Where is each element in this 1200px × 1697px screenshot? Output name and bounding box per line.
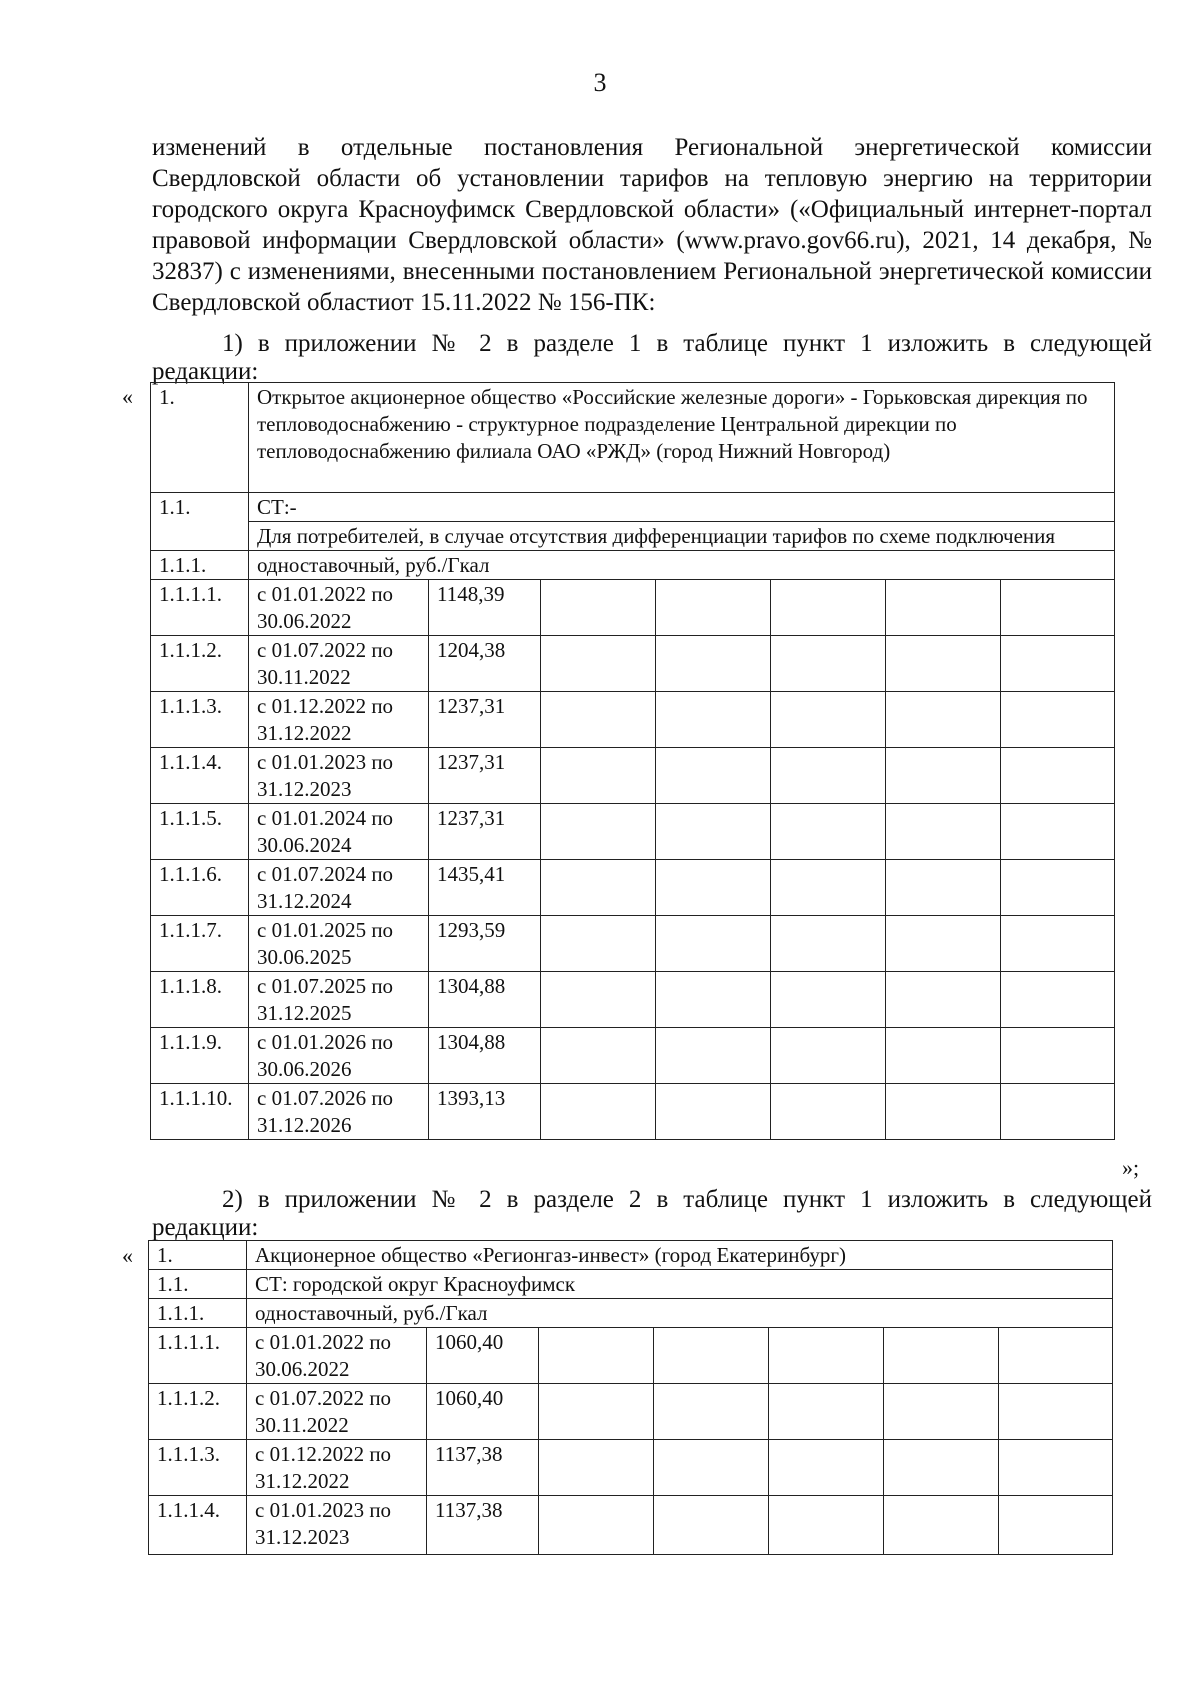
tariff-row — [151, 916, 1115, 972]
empty-cell — [539, 1440, 654, 1496]
empty-cell — [541, 1084, 656, 1140]
empty-cell — [999, 1384, 1113, 1440]
tariff-row — [151, 636, 1115, 692]
org-number: 1. — [151, 383, 249, 493]
empty-cell — [656, 1028, 771, 1084]
org-name: Акционерное общество «Регионгаз-инвест» (город Екатеринбург) — [247, 1241, 1113, 1270]
empty-cell — [541, 748, 656, 804]
rate-number: 1.1.1. — [151, 551, 249, 580]
row-period: с 01.01.2022 по 30.06.2022 — [249, 580, 429, 636]
row-number: 1.1.1.1. — [151, 580, 249, 636]
rate-row — [149, 1299, 1113, 1328]
empty-cell — [1001, 692, 1115, 748]
empty-cell — [884, 1440, 999, 1496]
empty-cell — [886, 748, 1001, 804]
tariff-table-1 — [150, 382, 1115, 1140]
row-number: 1.1.1.5. — [151, 804, 249, 860]
empty-cell — [541, 860, 656, 916]
tariff-row — [149, 1328, 1113, 1384]
row-period: с 01.07.2025 по 31.12.2025 — [249, 972, 429, 1028]
tariff-row — [151, 860, 1115, 916]
st-row — [149, 1270, 1113, 1299]
empty-cell — [656, 1084, 771, 1140]
empty-cell — [541, 972, 656, 1028]
empty-cell — [541, 916, 656, 972]
item-1-second-line: редакции: — [152, 358, 259, 385]
empty-cell — [886, 860, 1001, 916]
empty-cell — [1001, 1084, 1115, 1140]
row-period: с 01.01.2026 по 30.06.2026 — [249, 1028, 429, 1084]
tariff-row — [151, 580, 1115, 636]
rate-number: 1.1.1. — [149, 1299, 247, 1328]
row-number: 1.1.1.10. — [151, 1084, 249, 1140]
empty-cell — [886, 972, 1001, 1028]
empty-cell — [771, 1028, 886, 1084]
quote-open-2: « — [122, 1243, 133, 1268]
empty-cell — [771, 860, 886, 916]
empty-cell — [886, 1084, 1001, 1140]
empty-cell — [769, 1384, 884, 1440]
empty-cell — [541, 692, 656, 748]
quote-open-1: « — [122, 384, 133, 409]
empty-cell — [999, 1328, 1113, 1384]
st-row — [151, 493, 1115, 522]
tariff-row — [151, 1084, 1115, 1140]
row-period: с 01.07.2022 по 30.11.2022 — [247, 1384, 427, 1440]
tariff-row — [151, 748, 1115, 804]
empty-cell — [541, 580, 656, 636]
row-period: с 01.07.2022 по 30.11.2022 — [249, 636, 429, 692]
empty-cell — [999, 1440, 1113, 1496]
row-value: 1137,38 — [427, 1440, 539, 1496]
empty-cell — [541, 804, 656, 860]
row-value: 1304,88 — [429, 1028, 541, 1084]
st-label: СТ: городской округ Красноуфимск — [247, 1270, 1113, 1299]
empty-cell — [1001, 1028, 1115, 1084]
empty-cell — [654, 1496, 769, 1555]
empty-cell — [539, 1328, 654, 1384]
tariff-row — [151, 804, 1115, 860]
row-number: 1.1.1.9. — [151, 1028, 249, 1084]
empty-cell — [886, 1028, 1001, 1084]
row-value: 1393,13 — [429, 1084, 541, 1140]
row-number: 1.1.1.3. — [149, 1440, 247, 1496]
row-number: 1.1.1.4. — [149, 1496, 247, 1555]
row-value: 1060,40 — [427, 1384, 539, 1440]
row-number: 1.1.1.8. — [151, 972, 249, 1028]
row-number: 1.1.1.1. — [149, 1328, 247, 1384]
item-2-second-line: редакции: — [152, 1214, 259, 1241]
empty-cell — [771, 580, 886, 636]
row-period: с 01.12.2022 по 31.12.2022 — [249, 692, 429, 748]
row-value: 1237,31 — [429, 748, 541, 804]
empty-cell — [541, 636, 656, 692]
row-number: 1.1.1.2. — [151, 636, 249, 692]
empty-cell — [771, 916, 886, 972]
row-value: 1237,31 — [429, 804, 541, 860]
empty-cell — [1001, 860, 1115, 916]
row-number: 1.1.1.2. — [149, 1384, 247, 1440]
row-number: 1.1.1.6. — [151, 860, 249, 916]
row-value: 1293,59 — [429, 916, 541, 972]
empty-cell — [771, 804, 886, 860]
empty-cell — [884, 1328, 999, 1384]
org-name: Открытое акционерное общество «Российские железные дороги» - Горьковская дирекция по тепловодоснабжению - структурное подразделение Центральной дирекции по тепловодоснабжению филиала ОАО «РЖД» (город Нижний Новгород) — [249, 383, 1115, 493]
st-number: 1.1. — [151, 493, 249, 551]
empty-cell — [769, 1440, 884, 1496]
empty-cell — [656, 692, 771, 748]
row-value: 1060,40 — [427, 1328, 539, 1384]
empty-cell — [771, 636, 886, 692]
empty-cell — [656, 636, 771, 692]
row-period: с 01.12.2022 по 31.12.2022 — [247, 1440, 427, 1496]
tariff-table-2 — [148, 1240, 1113, 1555]
empty-cell — [656, 804, 771, 860]
empty-cell — [1001, 748, 1115, 804]
empty-cell — [886, 580, 1001, 636]
row-number: 1.1.1.3. — [151, 692, 249, 748]
tariff-row — [151, 972, 1115, 1028]
row-period: с 01.01.2024 по 30.06.2024 — [249, 804, 429, 860]
empty-cell — [654, 1384, 769, 1440]
tariff-row — [149, 1496, 1113, 1555]
empty-cell — [654, 1440, 769, 1496]
row-value: 1137,38 — [427, 1496, 539, 1555]
item-1-paragraph — [152, 330, 1152, 386]
empty-cell — [539, 1384, 654, 1440]
row-period: с 01.07.2024 по 31.12.2024 — [249, 860, 429, 916]
empty-cell — [1001, 972, 1115, 1028]
item-1-first-line: 1) в приложении № 2 в разделе 1 в таблице пункт 1 изложить в следующей — [222, 330, 1152, 357]
empty-cell — [886, 916, 1001, 972]
empty-cell — [769, 1328, 884, 1384]
row-value: 1237,31 — [429, 692, 541, 748]
tariff-row — [151, 692, 1115, 748]
empty-cell — [771, 748, 886, 804]
row-period: с 01.01.2022 по 30.06.2022 — [247, 1328, 427, 1384]
rate-row — [151, 551, 1115, 580]
empty-cell — [1001, 636, 1115, 692]
row-period: с 01.01.2025 по 30.06.2025 — [249, 916, 429, 972]
consumers-row — [151, 522, 1115, 551]
row-number: 1.1.1.7. — [151, 916, 249, 972]
empty-cell — [656, 916, 771, 972]
row-number: 1.1.1.4. — [151, 748, 249, 804]
rate-label: одноставочный, руб./Гкал — [247, 1299, 1113, 1328]
org-row — [149, 1241, 1113, 1270]
row-value: 1304,88 — [429, 972, 541, 1028]
quote-close-1: »; — [1122, 1155, 1140, 1180]
empty-cell — [999, 1496, 1113, 1555]
st-number: 1.1. — [149, 1270, 247, 1299]
row-value: 1435,41 — [429, 860, 541, 916]
empty-cell — [1001, 580, 1115, 636]
consumers-label: Для потребителей, в случае отсутствия дифференциации тарифов по схеме подключения — [249, 522, 1115, 551]
item-2-paragraph — [152, 1186, 1152, 1242]
empty-cell — [884, 1384, 999, 1440]
empty-cell — [771, 1084, 886, 1140]
empty-cell — [771, 972, 886, 1028]
row-period: с 01.01.2023 по 31.12.2023 — [249, 748, 429, 804]
tariff-row — [151, 1028, 1115, 1084]
empty-cell — [886, 804, 1001, 860]
empty-cell — [886, 636, 1001, 692]
row-period: с 01.01.2023 по 31.12.2023 — [247, 1496, 427, 1555]
item-2-first-line: 2) в приложении № 2 в разделе 2 в таблице пункт 1 изложить в следующей — [222, 1186, 1152, 1213]
empty-cell — [656, 748, 771, 804]
empty-cell — [1001, 916, 1115, 972]
org-row — [151, 383, 1115, 493]
empty-cell — [884, 1496, 999, 1555]
empty-cell — [656, 580, 771, 636]
empty-cell — [541, 1028, 656, 1084]
org-number: 1. — [149, 1241, 247, 1270]
empty-cell — [656, 972, 771, 1028]
intro-paragraph: изменений в отдельные постановления Региональной энергетической комиссии Свердловской области об установлении тарифов на тепловую энергию на территории городского округа Красноуфимск Свердловской области» («Официальный интернет-портал правовой информации Свердловской области» (www.pravo.gov66.ru), 2021, 14 декабря, № 32837) с изменениями, внесенными постановлением Региональной энергетической комиссии Свердловской областиот 15.11.2022 № 156-ПК: — [152, 134, 1152, 316]
row-value: 1204,38 — [429, 636, 541, 692]
st-label: СТ:- — [249, 493, 1115, 522]
page-number: 3 — [593, 68, 607, 97]
row-period: с 01.07.2026 по 31.12.2026 — [249, 1084, 429, 1140]
row-value: 1148,39 — [429, 580, 541, 636]
tariff-row — [149, 1384, 1113, 1440]
empty-cell — [656, 860, 771, 916]
empty-cell — [539, 1496, 654, 1555]
empty-cell — [771, 692, 886, 748]
rate-label: одноставочный, руб./Гкал — [249, 551, 1115, 580]
empty-cell — [769, 1496, 884, 1555]
empty-cell — [654, 1328, 769, 1384]
empty-cell — [886, 692, 1001, 748]
empty-cell — [1001, 804, 1115, 860]
tariff-row — [149, 1440, 1113, 1496]
